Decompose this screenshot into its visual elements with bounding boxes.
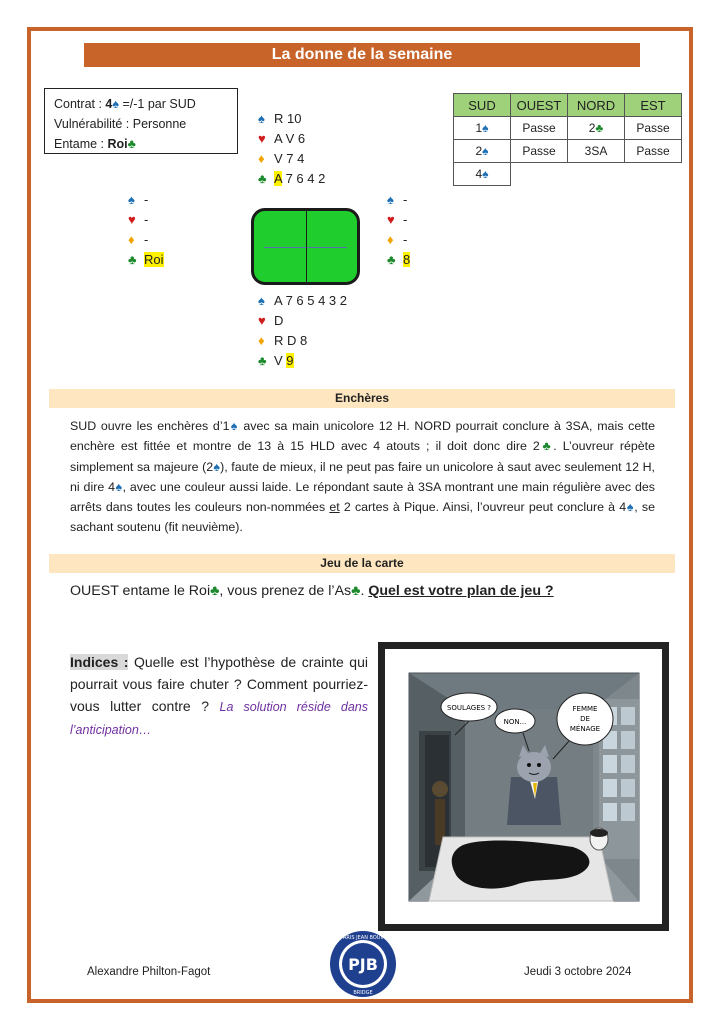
hints-paragraph xyxy=(70,651,368,741)
west-hearts: - xyxy=(144,212,149,227)
vulnerability-line: Vulnérabilité : Personne xyxy=(54,117,187,131)
logo-bottom-text: BRIDGE xyxy=(353,990,373,996)
cartoon-bubble-3-line2: DE xyxy=(580,715,590,723)
bid-cell: Passe xyxy=(511,117,568,140)
play-question: Quel est votre plan de jeu ? xyxy=(368,583,554,599)
club-icon: ♣ xyxy=(258,171,267,186)
north-clubs: 7 6 4 2 xyxy=(281,171,326,186)
north-hand xyxy=(258,109,325,189)
bidding-table xyxy=(453,93,682,186)
cartoon-bubble-3-line3: MÉNAGE xyxy=(569,725,601,733)
spade-icon: ♠ xyxy=(482,121,489,135)
lead-line xyxy=(54,134,228,154)
club-icon: ♣ xyxy=(387,252,396,267)
club-icon: ♣ xyxy=(595,121,604,135)
play-text: . xyxy=(360,583,369,599)
footer-date: Jeudi 3 octobre 2024 xyxy=(524,966,632,978)
west-diamonds: - xyxy=(144,232,149,247)
bidding-row xyxy=(454,140,682,163)
diamond-icon: ♦ xyxy=(387,232,394,247)
south-clubs-highlight: 9 xyxy=(286,353,294,368)
bid-cell-empty xyxy=(511,163,568,186)
lead-label: Entame : xyxy=(54,137,108,151)
hints-text: Quelle est l’hypothèse de crainte qui pourrait vous faire chuter ? Comment pourriez-vous lutter contre ? xyxy=(70,654,368,714)
south-hand xyxy=(258,291,347,371)
south-diamonds: R D 8 xyxy=(274,333,308,348)
north-hearts: A V 6 xyxy=(274,131,306,146)
heart-icon: ♥ xyxy=(128,212,136,227)
cartoon-bubble-3-line1: FEMME xyxy=(572,705,598,713)
cartoon-bubble-1: SOULAGES ? xyxy=(446,704,492,712)
play-question-line xyxy=(70,583,554,599)
diamond-icon: ♦ xyxy=(258,333,265,348)
bidding-row xyxy=(454,117,682,140)
bidding-header-nord: NORD xyxy=(568,94,625,117)
section-title-encheres: Enchères xyxy=(49,389,675,408)
east-clubs: 8 xyxy=(403,252,411,267)
diamond-icon: ♦ xyxy=(258,151,265,166)
east-hand xyxy=(387,190,410,270)
heart-icon: ♥ xyxy=(387,212,395,227)
contract-level: 4 xyxy=(105,97,113,111)
club-icon: ♣ xyxy=(351,583,361,599)
bid-level: 1 xyxy=(475,121,483,135)
bid-cell-empty xyxy=(625,163,682,186)
north-clubs-highlight: A xyxy=(274,171,282,186)
bidding-header-row xyxy=(454,94,682,117)
spade-icon: ♠ xyxy=(115,479,123,494)
contract-line xyxy=(54,94,228,114)
north-diamonds: V 7 4 xyxy=(274,151,305,166)
section-title-jeu: Jeu de la carte xyxy=(49,554,675,573)
west-hand xyxy=(128,190,164,270)
east-hearts: - xyxy=(403,212,408,227)
bidding-header-sud: SUD xyxy=(454,94,511,117)
bidding-row xyxy=(454,163,682,186)
bid-cell xyxy=(568,117,625,140)
bid-cell-empty xyxy=(568,163,625,186)
club-icon: ♣ xyxy=(127,137,136,151)
spade-icon: ♠ xyxy=(387,192,394,207)
spade-icon: ♠ xyxy=(229,419,239,433)
hints-solution: La solution réside dans l’anticipation… xyxy=(70,700,368,737)
contract-box xyxy=(44,88,238,154)
east-spades: - xyxy=(403,192,408,207)
encheres-text: , se sachant soutenu (fit neuvième). xyxy=(70,500,655,535)
spade-icon: ♠ xyxy=(213,459,221,474)
play-text: OUEST entame le Roi xyxy=(70,583,211,599)
diamond-icon: ♦ xyxy=(128,232,135,247)
encheres-text: avec sa main unicolore 12 H. NORD pourrait conclure à 3SA, mais cette enchère est fittée et montre de 13 à 15 HLD avec 4 atouts ; il doit donc dire 2 xyxy=(70,419,655,454)
bid-cell: Passe xyxy=(625,140,682,163)
bid-cell xyxy=(454,140,511,163)
table-divider-vertical xyxy=(306,211,308,282)
club-icon: ♣ xyxy=(210,583,220,599)
encheres-text: . L’ouvreur répète simplement sa majeure (2 xyxy=(70,439,655,474)
spade-icon: ♠ xyxy=(482,167,489,181)
spade-icon: ♠ xyxy=(626,500,635,515)
club-icon: ♣ xyxy=(128,252,137,267)
bid-level: 4 xyxy=(475,167,483,181)
encheres-text: SUD ouvre les enchères d’1 xyxy=(70,419,230,433)
cartoon-image xyxy=(385,649,662,924)
spade-icon: ♠ xyxy=(482,144,489,158)
bid-cell: Passe xyxy=(511,140,568,163)
bid-level: 2 xyxy=(475,144,483,158)
encheres-text: 2 cartes à Pique. Ainsi, l’ouvreur peut conclure à 4 xyxy=(339,500,627,515)
bid-cell: 3SA xyxy=(568,140,625,163)
spade-icon: ♠ xyxy=(128,192,135,207)
east-diamonds: - xyxy=(403,232,408,247)
bid-level: 2 xyxy=(588,121,596,135)
bidding-header-ouest: OUEST xyxy=(511,94,568,117)
west-spades: - xyxy=(144,192,149,207)
cartoon-bubble-2: NON... xyxy=(503,718,527,726)
logo-top-text: PARIS JEAN BOUIN xyxy=(340,935,386,941)
west-clubs: Roi xyxy=(144,252,164,267)
play-text: , vous prenez de l’As xyxy=(219,583,352,599)
heart-icon: ♥ xyxy=(258,131,266,146)
south-spades: A 7 6 5 4 3 2 xyxy=(274,293,348,308)
footer-author: Alexandre Philton-Fagot xyxy=(87,966,211,978)
encheres-text-underlined: et xyxy=(329,500,340,515)
encheres-text: ), faute de mieux, il ne peut pas faire un unicolore à saut avec seulement 12 H, ni dire 4 xyxy=(70,459,655,494)
bid-cell: Passe xyxy=(625,117,682,140)
bid-cell xyxy=(454,117,511,140)
spade-icon: ♠ xyxy=(258,293,265,308)
page-title: La donne de la semaine xyxy=(84,43,640,67)
heart-icon: ♥ xyxy=(258,313,266,328)
contract-label: Contrat : xyxy=(54,97,106,111)
club-icon: ♣ xyxy=(539,439,554,454)
spade-icon: ♠ xyxy=(258,111,265,126)
cartoon-frame xyxy=(378,642,669,931)
bridge-table xyxy=(251,208,360,285)
bid-cell xyxy=(454,163,511,186)
south-clubs: V xyxy=(274,353,287,368)
encheres-text: , avec une couleur aussi laide. Le répondant saute à 3SA montrant une main régulière avec des arrêts dans toutes les couleurs non-nommées xyxy=(70,479,655,515)
bidding-header-est: EST xyxy=(625,94,682,117)
spade-icon: ♠ xyxy=(112,97,120,111)
pjb-logo xyxy=(329,930,397,998)
contract-result: =/-1 par SUD xyxy=(119,97,196,111)
logo-text: PJB xyxy=(348,955,378,974)
hints-label: Indices : xyxy=(70,654,129,670)
lead-card: Roi xyxy=(107,137,128,151)
south-hearts: D xyxy=(274,313,284,328)
club-icon: ♣ xyxy=(258,353,267,368)
north-spades: R 10 xyxy=(274,111,302,126)
encheres-paragraph xyxy=(70,416,655,538)
